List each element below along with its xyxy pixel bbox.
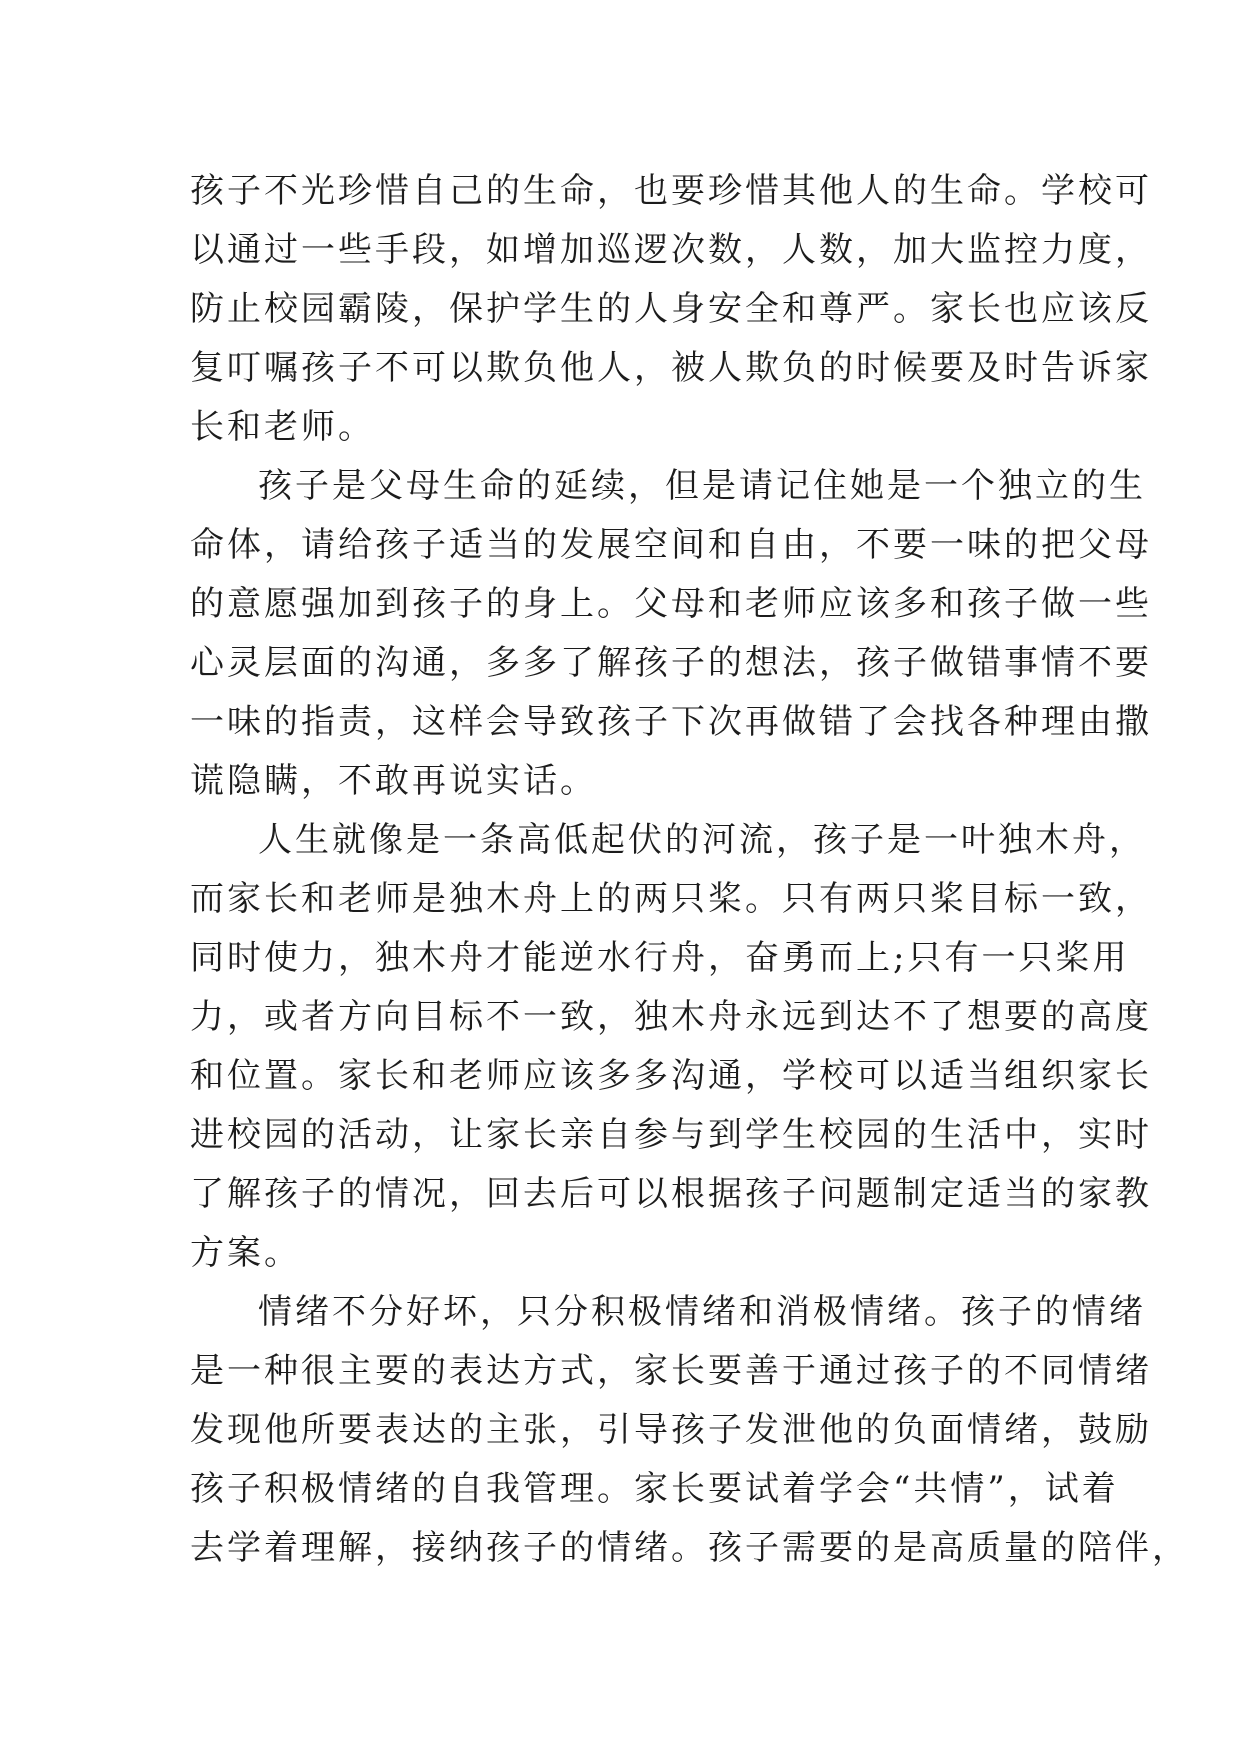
text-line: 力，或者方向目标不一致，独木舟永远到达不了想要的高度 [190, 997, 1152, 1037]
text-line: 长和老师。 [190, 407, 375, 447]
text-line: 情绪不分好坏，只分积极情绪和消极情绪。孩子的情绪 [258, 1292, 1146, 1332]
text-line: 复叮嘱孩子不可以欺负他人，被人欺负的时候要及时告诉家 [190, 348, 1152, 388]
text-line: 人生就像是一条高低起伏的河流，孩子是一叶独木舟， [258, 820, 1146, 860]
text-line: 而家长和老师是独木舟上的两只桨。只有两只桨目标一致， [190, 879, 1152, 919]
text-line: 了解孩子的情况，回去后可以根据孩子问题制定适当的家教 [190, 1174, 1152, 1214]
text-line: 的意愿强加到孩子的身上。父母和老师应该多和孩子做一些 [190, 584, 1152, 624]
paragraph [190, 1283, 1189, 1578]
text-line: 方案。 [190, 1233, 301, 1273]
body-text [190, 162, 1189, 1578]
text-line: 去学着理解，接纳孩子的情绪。孩子需要的是高质量的陪伴， [190, 1528, 1189, 1568]
text-line: 谎隐瞒，不敢再说实话。 [190, 761, 597, 801]
text-line: 同时使力，独木舟才能逆水行舟，奋勇而上;只有一只桨用 [190, 938, 1130, 978]
paragraph [190, 162, 1152, 457]
text-line: 进校园的活动，让家长亲自参与到学生校园的生活中，实时 [190, 1115, 1152, 1155]
text-line: 和位置。家长和老师应该多多沟通，学校可以适当组织家长 [190, 1056, 1152, 1096]
text-line: 发现他所要表达的主张，引导孩子发泄他的负面情绪，鼓励 [190, 1410, 1152, 1450]
paragraph [190, 811, 1152, 1283]
text-line: 是一种很主要的表达方式，家长要善于通过孩子的不同情绪 [190, 1351, 1152, 1391]
paragraph [190, 457, 1152, 811]
text-line: 以通过一些手段，如增加巡逻次数，人数，加大监控力度， [190, 230, 1152, 270]
text-line: 孩子是父母生命的延续，但是请记住她是一个独立的生 [258, 466, 1146, 506]
text-line: 命体，请给孩子适当的发展空间和自由，不要一味的把父母 [190, 525, 1152, 565]
text-line: 孩子积极情绪的自我管理。家长要试着学会“共情”，试着 [190, 1469, 1119, 1509]
text-line: 孩子不光珍惜自己的生命，也要珍惜其他人的生命。学校可 [190, 171, 1152, 211]
text-line: 心灵层面的沟通，多多了解孩子的想法，孩子做错事情不要 [190, 643, 1152, 683]
text-line: 防止校园霸陵，保护学生的人身安全和尊严。家长也应该反 [190, 289, 1152, 329]
text-line: 一味的指责，这样会导致孩子下次再做错了会找各种理由撒 [190, 702, 1152, 742]
